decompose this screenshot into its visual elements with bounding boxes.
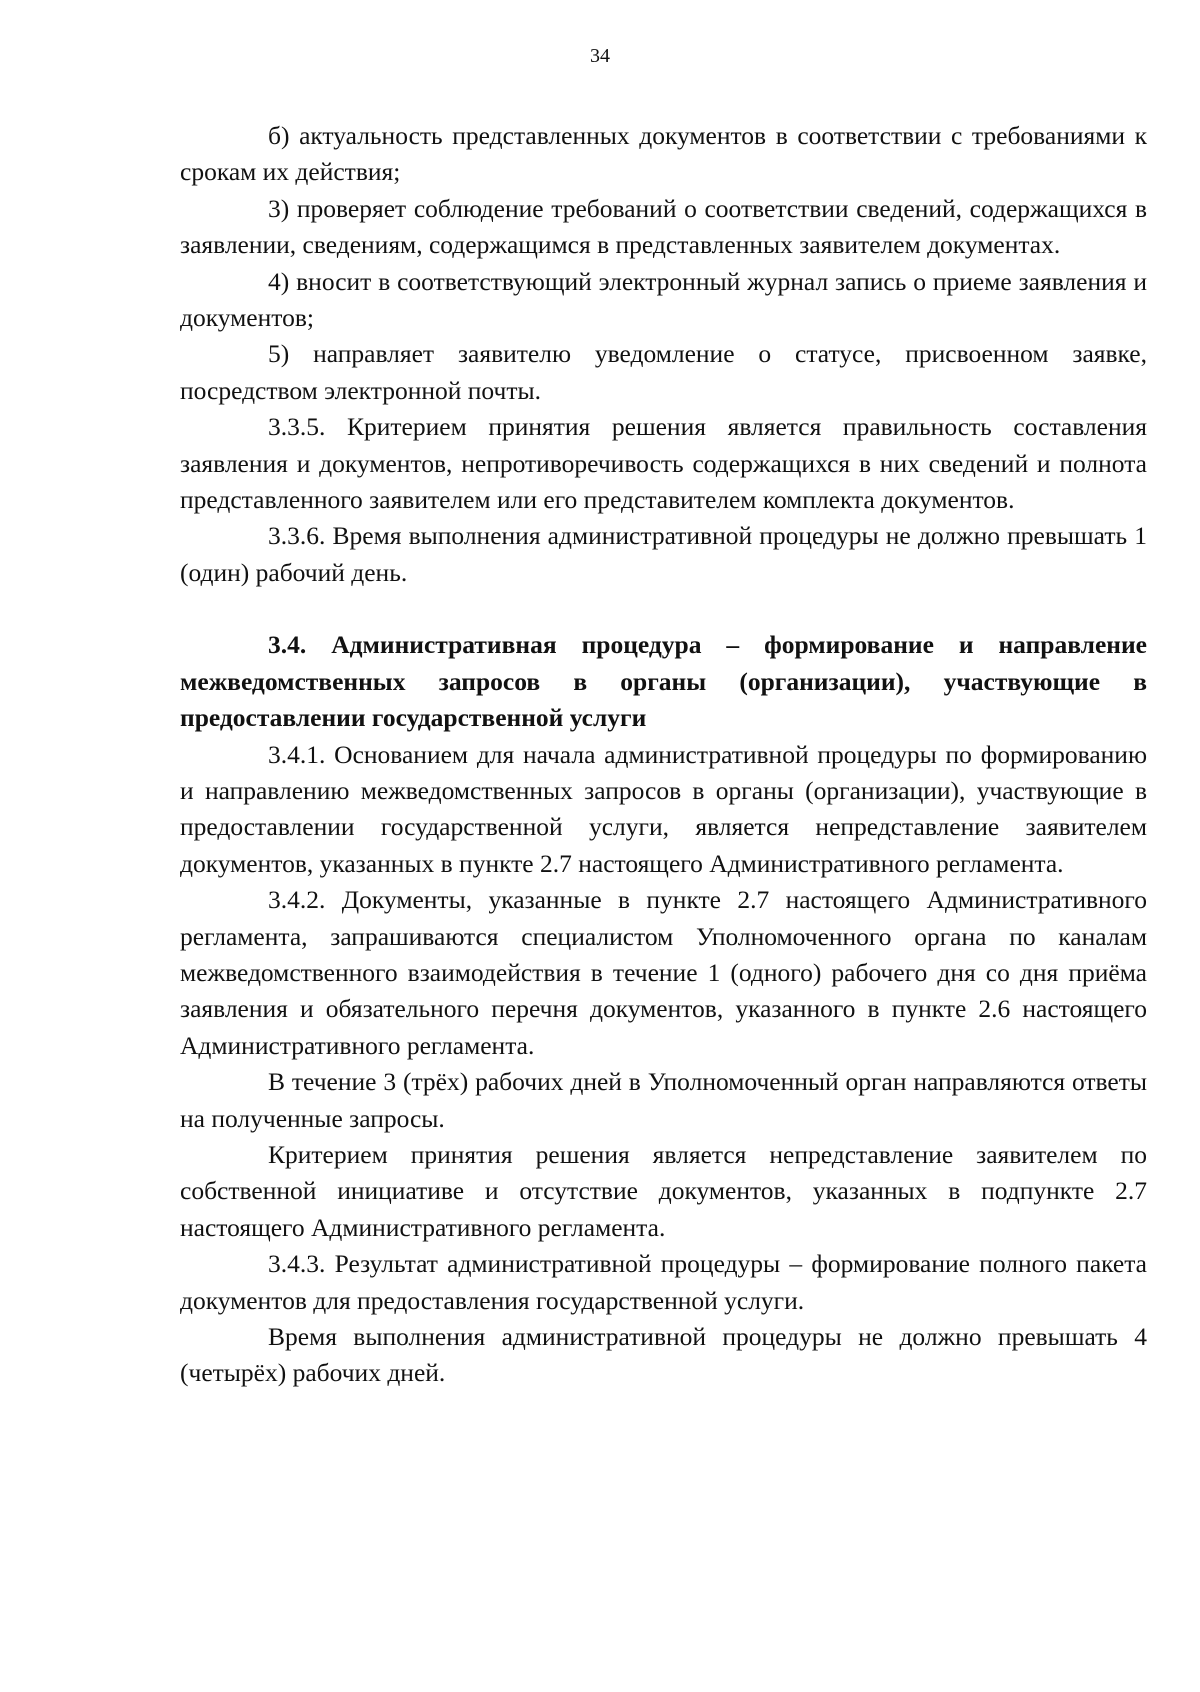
page-number: 34 xyxy=(590,45,610,67)
paragraph-item-4: 4) вносит в соответствующий электронный журнал запись о приеме заявления и документов; xyxy=(180,266,1147,333)
paragraph-3-4-2: 3.4.2. Документы, указанные в пункте 2.7 настоящего Административного регламента, запрашиваются специалистом Уполномоченного органа по каналам межведомственного взаимодействия в течение 1 (одного) рабочего дня со дня приёма заявления и обязательного перечня документов, указанного в пункте 2.6 настоящего Административного регламента. xyxy=(180,885,1147,1060)
paragraph-3-4-3: 3.4.3. Результат административной процедуры – формирование полного пакета документов для предоставления государственной услуги. xyxy=(180,1249,1147,1315)
document-body xyxy=(180,118,1147,1392)
paragraph-3-3-6: 3.3.6. Время выполнения административной процедуры не должно превышать 1 (один) рабочий день. xyxy=(180,521,1147,587)
paragraph-3-4-1: 3.4.1. Основанием для начала административной процедуры по формированию и направлению межведомственных запросов в органы (организации), участвующие в предоставлении государственной услуги, является непредставление заявителем документов, указанных в пункте 2.7 настоящего Административного регламента. xyxy=(180,739,1147,878)
paragraph-execution-time: Время выполнения административной процедуры не должно превышать 4 (четырёх) рабочих дней. xyxy=(180,1322,1147,1388)
paragraph-3-3-5: 3.3.5. Критерием принятия решения является правильность составления заявления и документов, непротиворечивость содержащихся в них сведений и полнота представленного заявителем или его представителем комплекта документов. xyxy=(180,412,1147,515)
paragraph-decision-criterion: Критерием принятия решения является непредставление заявителем по собственной инициативе и отсутствие документов, указанных в подпункте 2.7 настоящего Административного регламента. xyxy=(180,1139,1147,1242)
paragraph-item-5: 5) направляет заявителю уведомление о статусе, присвоенном заявке, посредством электронной почты. xyxy=(180,339,1147,405)
paragraph-item-3: 3) проверяет соблюдение требований о соответствии сведений, содержащихся в заявлении, сведениям, содержащимся в представленных заявителем документах. xyxy=(180,193,1147,260)
paragraph-item-b: б) актуальность представленных документов в соответствии с требованиями к срокам их действия; xyxy=(180,121,1147,187)
paragraph-response-time: В течение 3 (трёх) рабочих дней в Уполномоченный орган направляются ответы на полученные запросы. xyxy=(180,1067,1147,1133)
section-heading-3-4: 3.4. Административная процедура – формирование и направление межведомственных запросов в органы (организации), участвующие в предоставлении государственной услуги xyxy=(180,630,1147,733)
